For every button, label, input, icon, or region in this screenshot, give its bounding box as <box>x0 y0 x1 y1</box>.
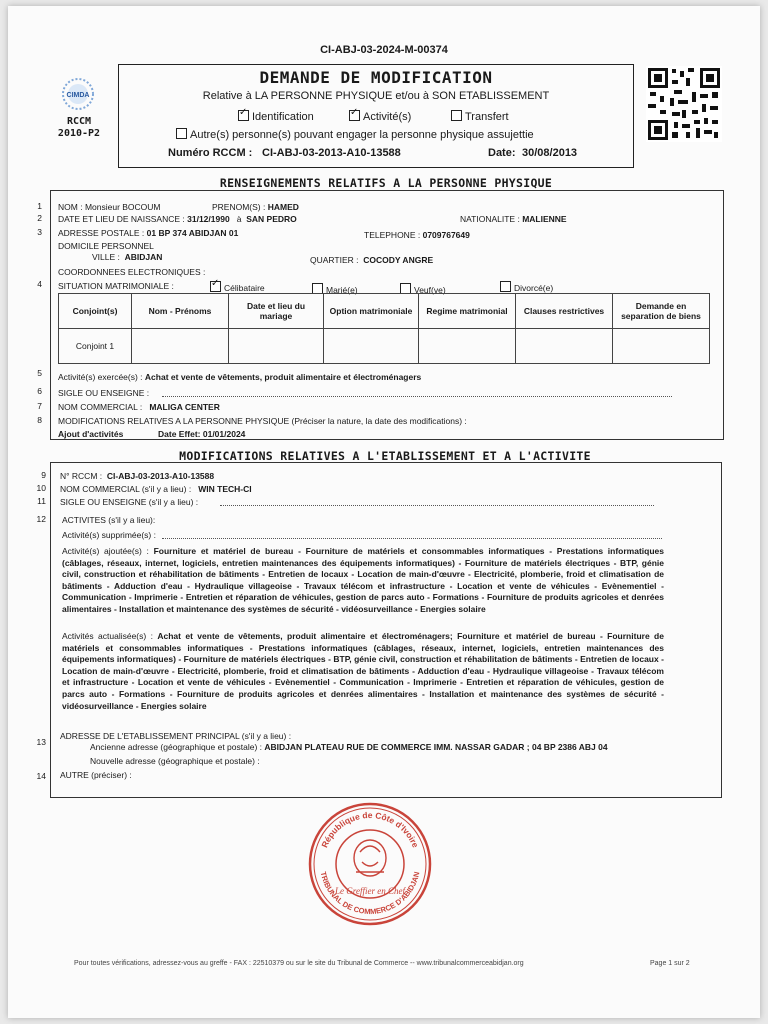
table-header-cell: Nom - Prénoms <box>132 294 229 329</box>
document-subtitle: Relative à LA PERSONNE PHYSIQUE et/ou à SON ETABLISSEMENT <box>202 90 550 102</box>
naissance-lieu: SAN PEDRO <box>246 214 297 224</box>
line-number: 1 <box>37 201 42 211</box>
option-activites[interactable] <box>349 110 411 123</box>
line-number: 12 <box>36 514 46 524</box>
option-label: Transfert <box>465 111 509 123</box>
qr-code-icon <box>646 66 722 142</box>
nom-field <box>58 202 161 212</box>
nom-label: NOM : <box>58 202 83 212</box>
option-label: Autre(s) personne(s) pouvant engager la personne physique assujettie <box>190 129 534 141</box>
naissance-field <box>58 214 297 224</box>
activites-actualisees <box>62 631 664 712</box>
line-number: 3 <box>37 227 42 237</box>
nationalite-value: MALIENNE <box>522 214 567 224</box>
quartier-value: COCODY ANGRE <box>363 255 434 265</box>
checkbox-icon[interactable] <box>500 281 511 292</box>
supprimees-dotted-line[interactable] <box>162 530 662 539</box>
modifications-label: MODIFICATIONS RELATIVES A LA PERSONNE PHYSIQUE (Préciser la nature, la date des modifications) : <box>58 416 467 426</box>
domicile-label: DOMICILE PERSONNEL <box>58 241 154 251</box>
table-header-cell: Conjoint(s) <box>59 294 132 329</box>
table-cell[interactable] <box>132 329 229 364</box>
activites-exercees-field <box>58 372 421 382</box>
rccm-form-label <box>48 116 110 140</box>
table-header-cell: Option matrimoniale <box>324 294 419 329</box>
document-reference: CI-ABJ-03-2024-M-00374 <box>320 44 448 56</box>
activites-label: Activité(s) exercée(s) : <box>58 372 143 382</box>
prenom-label: PRENOM(S) : <box>212 202 266 212</box>
adresse-label: ADRESSE POSTALE : <box>58 228 145 238</box>
situation-label-item: Divorcé(e) <box>514 283 554 293</box>
ville-label: VILLE : <box>92 252 120 262</box>
nouvelle-adresse-label: Nouvelle adresse (géographique et postale) : <box>90 756 260 766</box>
sigle-dotted-line[interactable] <box>162 388 672 397</box>
conjoints-table <box>58 293 710 364</box>
page-number: Page 1 sur 2 <box>650 960 690 967</box>
telephone-field <box>364 230 470 240</box>
nom-commercial-value: MALIGA CENTER <box>149 402 220 412</box>
ancienne-label: Ancienne adresse (géographique et postale) : <box>90 742 263 752</box>
situation-label: SITUATION MATRIMONIALE : <box>58 281 174 291</box>
option-transfert[interactable] <box>451 110 509 123</box>
actualisees-label: Activités actualisée(s) : <box>62 631 153 641</box>
stamp-text-center: Le Greffier en Chef <box>335 886 405 896</box>
ancienne-value: ABIDJAN PLATEAU RUE DE COMMERCE IMM. NASSAR GADAR ; 04 BP 2386 ABJ 04 <box>264 742 608 752</box>
quartier-field <box>310 255 433 265</box>
table-cell[interactable] <box>419 329 516 364</box>
situation-divorce[interactable] <box>500 281 553 293</box>
nationalite-field <box>460 214 567 224</box>
nom-commercial2-field <box>60 484 252 494</box>
line-number: 6 <box>37 386 42 396</box>
sigle2-dotted-line[interactable] <box>220 497 654 506</box>
prenom-field <box>212 202 299 212</box>
option-autre-personne[interactable] <box>176 128 534 141</box>
situation-label-item: Veuf(ve) <box>414 285 446 295</box>
checkbox-icon[interactable] <box>451 110 462 121</box>
option-label: Activité(s) <box>363 111 412 123</box>
table-cell[interactable] <box>324 329 419 364</box>
sigle-label: SIGLE OU ENSEIGNE : <box>58 388 150 398</box>
option-identification[interactable] <box>238 110 314 123</box>
table-header-cell: Demande en separation de biens <box>613 294 710 329</box>
prenom-value: HAMED <box>267 202 299 212</box>
actualisees-value: Achat et vente de vêtements, produit alimentaire et électroménagers; Fourniture et matériel de bureau - Fourniture de matériels et consommables informatiques - Prestations informatiques (câblages, réseaux, internet, logiciels, entretien maintenances des équipements informatiques) - Fourniture de matériels électriques - BTP, génie civil, construction et réhabilitation de bâtiments - Entretien de locaux - Location de main-d'œuvre - Electricité, plomberie, froid et climatisation de bâtiments - Adduction d'eau - Hydraulique villageoise - Travaux télécom et infrastructure - Location et vente de véhicules - Evènementiel - Communication - Imprimerie - Entretien et réparation de véhicules, gestion de parcs auto - Formations - Fourniture de produits agricoles et denrées alimentaires - Installation et maintenance des systèmes de sécurité - vidéosurveillance - Energies solaire <box>62 631 664 711</box>
tel-label: TELEPHONE : <box>364 230 421 240</box>
checkbox-checked-icon[interactable] <box>238 110 249 121</box>
rccm-number-value: CI-ABJ-03-2013-A10-13588 <box>262 147 401 159</box>
line-number: 9 <box>41 470 46 480</box>
modifications-nature: Ajout d'activités <box>58 429 124 439</box>
date-value: 30/08/2013 <box>522 147 578 159</box>
checkbox-icon[interactable] <box>176 128 187 139</box>
line-number: 11 <box>37 496 46 506</box>
document-title: DEMANDE DE MODIFICATION <box>259 68 493 87</box>
rccm-label-line1: RCCM <box>66 116 92 127</box>
footer-text: Pour toutes vérifications, adressez-vous au greffe - FAX : 22510379 ou sur le site du Tribunal de Commerce -- www.tribunalcommerceabidjan.org <box>74 960 524 967</box>
situation-label-item: Marié(e) <box>326 285 358 295</box>
rccm2-label: N° RCCM : <box>60 471 103 481</box>
nationalite-label: NATIONALITE : <box>460 214 520 224</box>
ajoutees-label: Activité(s) ajoutée(s) : <box>62 546 149 556</box>
rccm2-field <box>60 471 214 481</box>
line-number: 7 <box>37 401 42 411</box>
checkbox-checked-icon[interactable] <box>349 110 360 121</box>
modifications-date: Date Effet: 01/01/2024 <box>158 429 246 439</box>
tel-value: 0709767649 <box>422 230 470 240</box>
line-number: 4 <box>37 279 42 289</box>
nom-commercial-label: NOM COMMERCIAL : <box>58 402 143 412</box>
adresse-value: 01 BP 374 ABIDJAN 01 <box>146 228 239 238</box>
section2-title: MODIFICATIONS RELATIVES A L'ETABLISSEMENT ET A L'ACTIVITE <box>179 449 591 463</box>
stamp-text-top: République de Côte d'Ivoire <box>319 809 421 850</box>
line-number: 13 <box>36 737 46 747</box>
table-cell: Conjoint 1 <box>59 329 132 364</box>
table-cell[interactable] <box>613 329 710 364</box>
nom-commercial2-label: NOM COMMERCIAL (s'il y a lieu) : <box>60 484 192 494</box>
activites2-label: ACTIVITES (s'il y a lieu): <box>62 515 156 525</box>
table-cell[interactable] <box>516 329 613 364</box>
situation-label-item: Célibataire <box>224 283 265 293</box>
line-number: 10 <box>36 483 46 493</box>
section1-title: RENSEIGNEMENTS RELATIFS A LA PERSONNE PHYSIQUE <box>219 176 553 190</box>
ancienne-adresse-field <box>90 742 608 752</box>
nom-value: Monsieur BOCOUM <box>84 202 161 212</box>
table-header-cell: Clauses restrictives <box>516 294 613 329</box>
naissance-date: 31/12/1990 <box>187 214 230 224</box>
stamp-text-bottom: TRIBUNAL DE COMMERCE D'ABIDJAN <box>318 870 422 917</box>
table-header-cell: Date et lieu du mariage <box>229 294 324 329</box>
adresse-etablissement-label: ADRESSE DE L'ETABLISSEMENT PRINCIPAL (s'il y a lieu) : <box>60 731 292 741</box>
table-cell[interactable] <box>229 329 324 364</box>
greffier-stamp-icon <box>306 800 434 928</box>
table-header-cell: Regime matrimonial <box>419 294 516 329</box>
line-number: 8 <box>37 415 42 425</box>
quartier-label: QUARTIER : <box>310 255 359 265</box>
activites-ajoutees <box>62 546 664 616</box>
sigle2-label: SIGLE OU ENSEIGNE (s'il y a lieu) : <box>60 497 199 507</box>
option-label: Identification <box>252 111 314 123</box>
supprimees-label: Activité(s) supprimée(s) : <box>62 530 156 540</box>
activites-value: Achat et vente de vêtements, produit alimentaire et électroménagers <box>144 372 422 382</box>
date-label: Date: <box>488 147 516 159</box>
ville-field <box>92 252 162 262</box>
naissance-a: à <box>236 214 242 224</box>
situation-celibataire[interactable] <box>210 281 265 293</box>
ville-value: ABIDJAN <box>124 252 163 262</box>
rccm2-value: CI-ABJ-03-2013-A10-13588 <box>106 471 215 481</box>
autre-label: AUTRE (préciser) : <box>60 770 132 780</box>
checkbox-checked-icon[interactable] <box>210 281 221 292</box>
line-number: 14 <box>36 771 46 781</box>
line-number: 5 <box>37 368 42 378</box>
table-row <box>59 329 710 364</box>
adresse-field <box>58 228 238 238</box>
logo-text: CIMDA <box>66 92 90 99</box>
naissance-label: DATE ET LIEU DE NAISSANCE : <box>58 214 185 224</box>
rccm-label-line2: 2010-P2 <box>57 128 101 139</box>
table-header-row <box>59 294 710 329</box>
ajoutees-value: Fourniture et matériel de bureau - Fourniture de matériels et consommables informatiques - Prestations informatiques (câblages, réseaux, internet, logiciels, entretien maintenances des équipements informatiques) - Fourniture de matériels électriques - BTP, génie civil, construction et réhabilitation de bâtiments - Entretien de locaux - Location de main-d'œuvre - Electricité, plomberie, froid et climatisation de bâtiments - Adduction d'eau - Hydraulique villageoise - Travaux télécom et infrastructure - Location et vente de véhicules - Evènementiel - Communication - Imprimerie - Entretien et réparation de véhicules, gestion de parcs auto - Formations - Fourniture de produits agricoles et denrées alimentaires - Installation et maintenance des systèmes de sécurité - vidéosurveillance - Energies solaire <box>62 546 664 614</box>
nom-commercial-field <box>58 402 220 412</box>
nom-commercial2-value: WIN TECH-CI <box>198 484 252 494</box>
coord-label: COORDONNEES ELECTRONIQUES : <box>58 267 206 277</box>
line-number: 2 <box>37 213 42 223</box>
rccm-number-label: Numéro RCCM : <box>168 147 253 159</box>
